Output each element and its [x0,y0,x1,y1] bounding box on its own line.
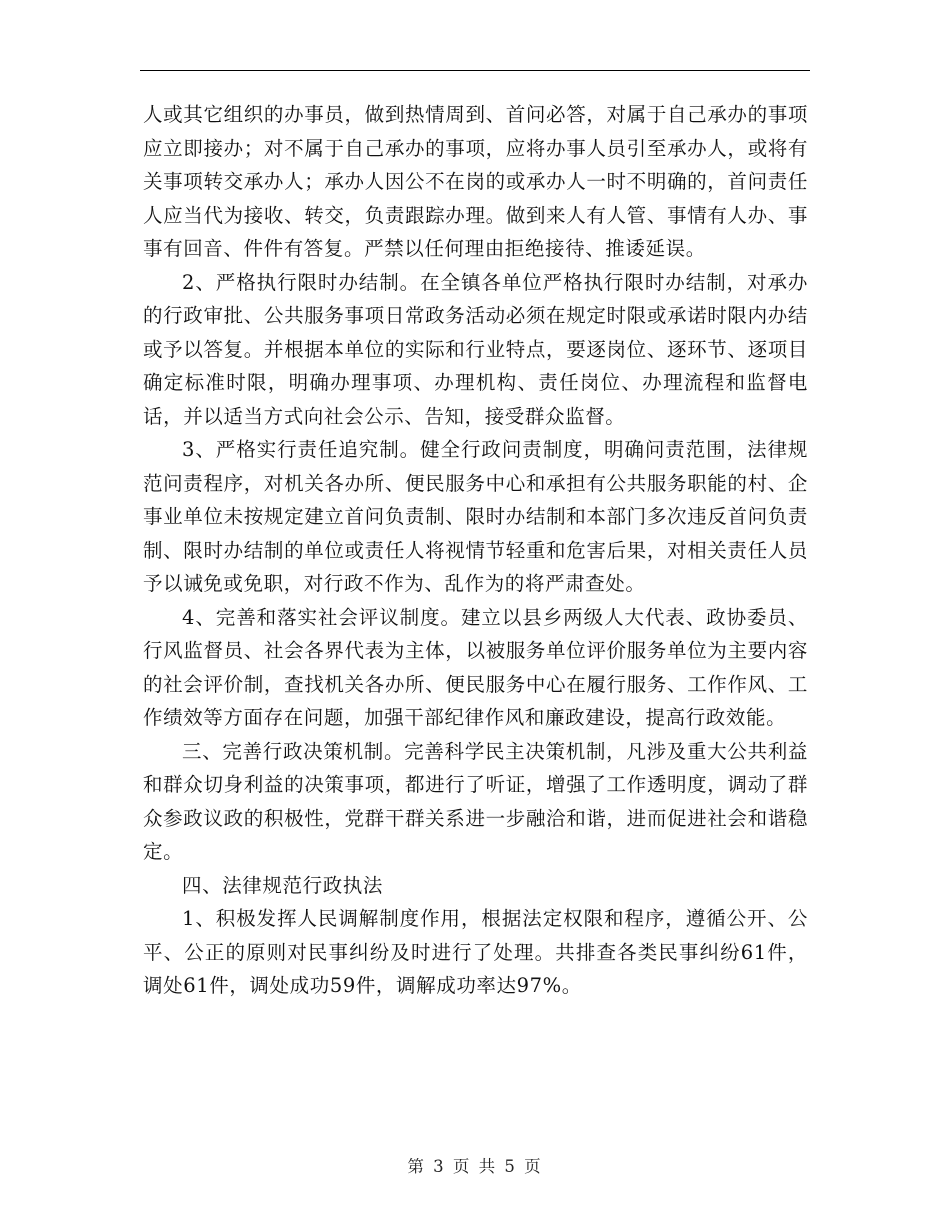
paragraph-section-4-item-1: 1、积极发挥人民调解制度作用，根据法定权限和程序，遵循公开、公平、公正的原则对民事纠纷及时进行了处理。共排查各类民事纠纷61件，调处61件，调处成功59件，调解成功率达97%。 [143,907,808,997]
paragraph-item-3: 3、严格实行责任追究制。健全行政问责制度，明确问责范围，法律规范问责程序，对机关各办所、便民服务中心和承担有公共服务职能的村、企事业单位未按规定建立首问负责制、限时办结制和本部门多次违反首问负责制、限时办结制的单位或责任人将视情节轻重和危害后果，对相关责任人员予以诫免或免职，对行政不作为、乱作为的将严肃查处。 [143,438,808,595]
paragraph-section-3: 三、完善行政决策机制。完善科学民主决策机制，凡涉及重大公共利益和群众切身利益的决策事项，都进行了听证，增强了工作透明度，调动了群众参政议政的积极性，党群干群关系进一步融洽和谐，进而促进社会和谐稳定。 [143,739,808,863]
page-number-footer: 第 3 页 共 5 页 [407,1157,543,1176]
section-heading-4: 四、法律规范行政执法 [182,873,384,897]
paragraph-item-2: 2、严格执行限时办结制。在全镇各单位严格执行限时办结制，对承办的行政审批、公共服务事项日常政务活动必须在规定时限或承诺时限内办结或予以答复。并根据本单位的实际和行业特点，要逐岗位、逐环节、逐项目确定标准时限，明确办理事项、办理机构、责任岗位、办理流程和监督电话，并以适当方式向社会公示、告知，接受群众监督。 [143,270,808,428]
header-rule [140,70,810,71]
paragraph-continuation: 人或其它组织的办事员，做到热情周到、首问必答，对属于自己承办的事项应立即接办；对不属于自己承办的事项，应将办事人员引至承办人，或将有关事项转交承办人；承办人因公不在岗的或承办人一时不明确的，首问责任人应当代为接收、转交，负责跟踪办理。做到来人有人管、事情有人办、事事有回音、件件有答复。严禁以任何理由拒绝接待、推诿延误。 [143,103,808,260]
document-body [143,98,808,1003]
paragraph-item-4: 4、完善和落实社会评议制度。建立以县乡两级人大代表、政协委员、行风监督员、社会各界代表为主体，以被服务单位评价服务单位为主要内容的社会评价制，查找机关各办所、便民服务中心在履行服务、工作作风、工作绩效等方面存在问题，加强干部纪律作风和廉政建设，提高行政效能。 [143,605,808,729]
